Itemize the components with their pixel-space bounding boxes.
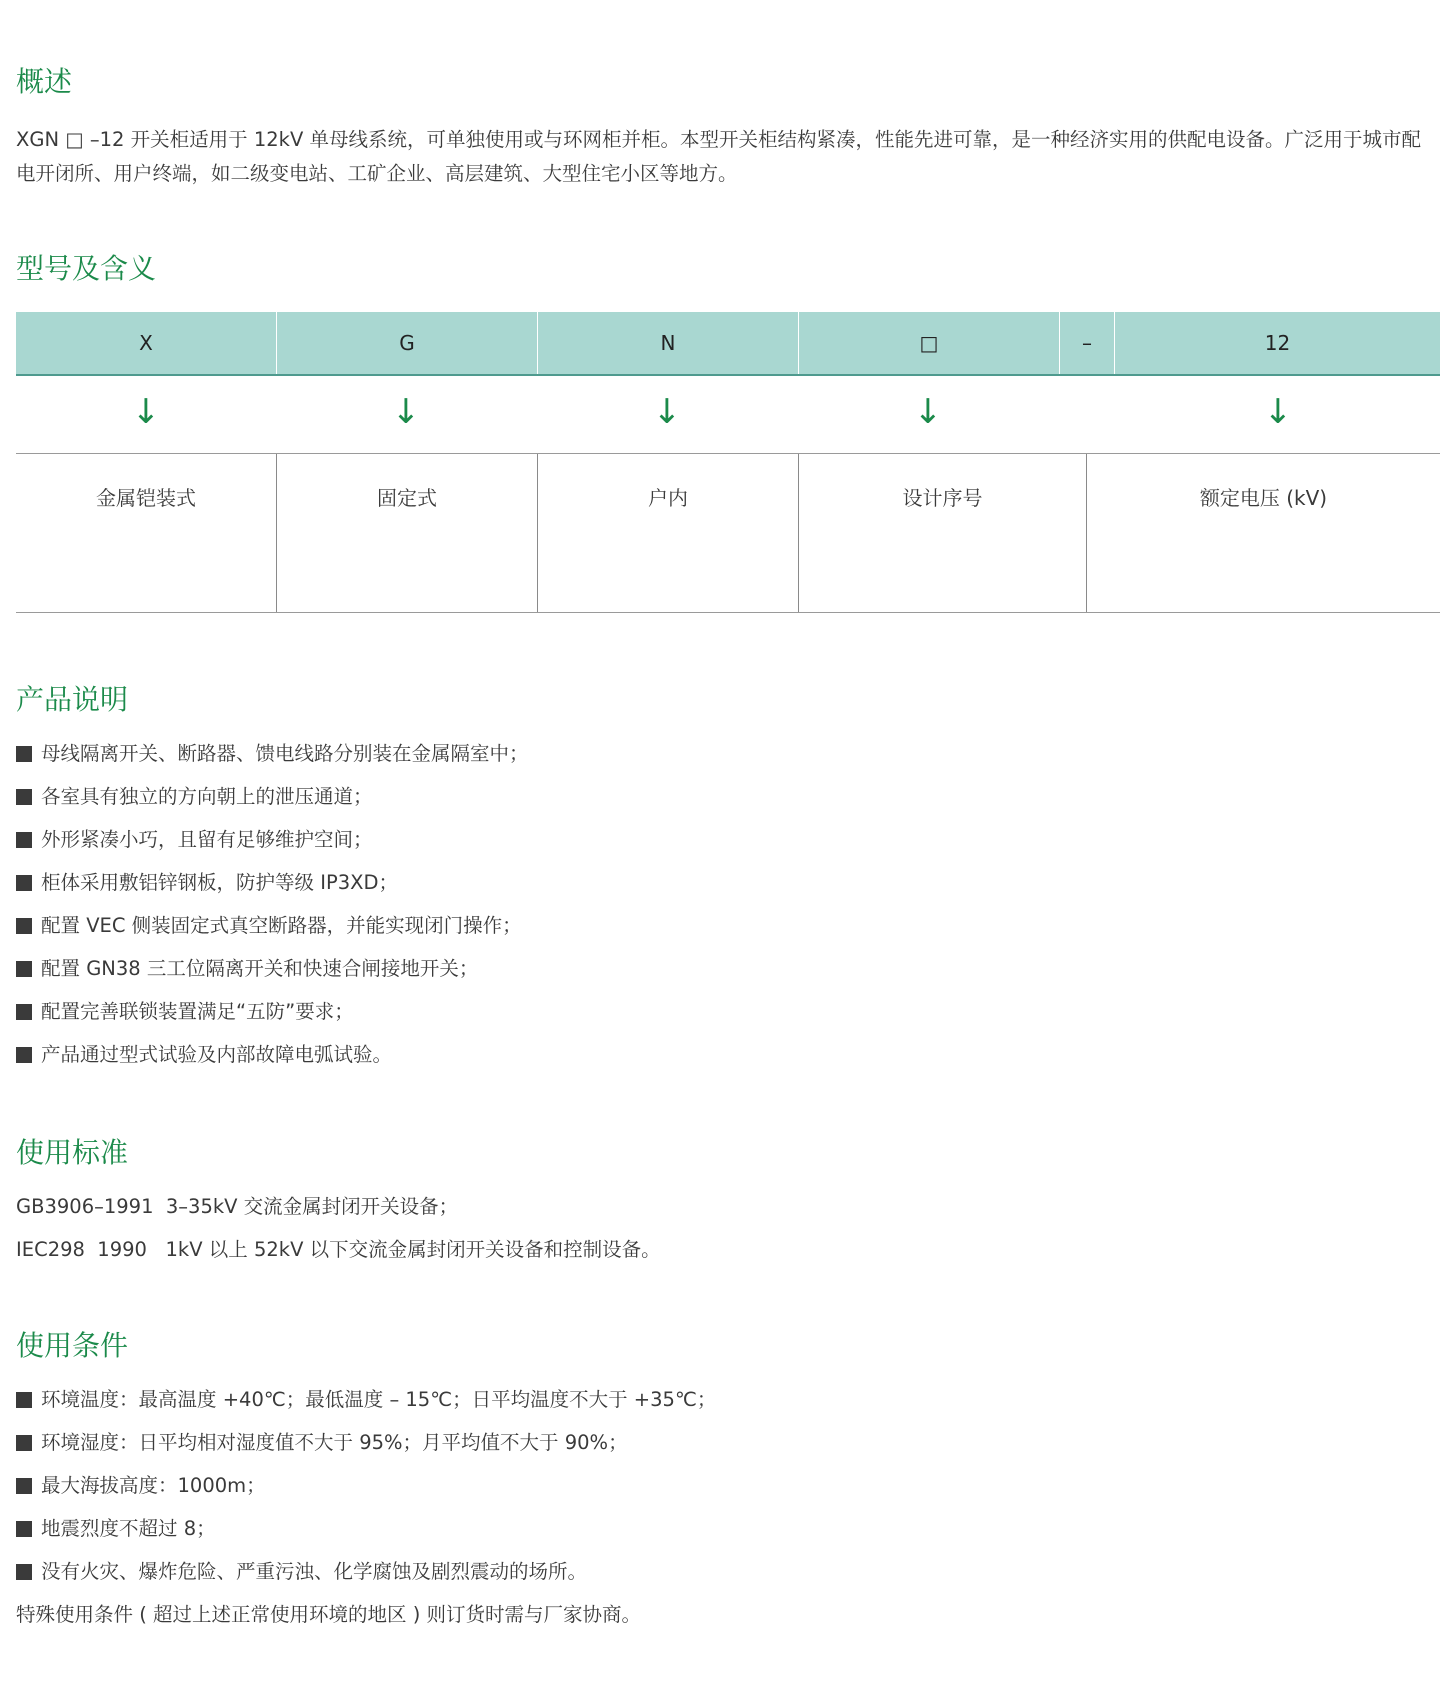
model-code-design: □ [919,331,939,355]
square-bullet-icon [16,746,32,762]
overview-text: XGN □ –12 开关柜适用于 12kV 单母线系统，可单独使用或与环网柜并柜。本型开关柜结构紧凑，性能先进可靠，是一种经济实用的供配电设备。广泛用于城市配电开闭所、用户终端，如二级变电站、工矿企业、高层建筑、大型住宅小区等地方。 [16,128,1421,185]
list-item: 配置 VEC 侧装固定式真空断路器，并能实现闭门操作； [16,913,522,939]
standards-heading: 使用标准 [16,1136,129,1169]
model-code-x: X [139,331,153,355]
square-bullet-icon [16,875,32,891]
square-bullet-icon [16,918,32,934]
meaning-fixed: 固定式 [377,486,437,510]
arrow-down-icon: ↓ [391,392,421,432]
list-item: 没有火灾、爆炸危险、严重污浊、化学腐蚀及剧烈震动的场所。 [16,1559,587,1585]
list-item: 环境湿度：日平均相对湿度值不大于 95%；月平均值不大于 90%； [16,1430,628,1456]
conditions-note: 特殊使用条件 ( 超过上述正常使用环境的地区 ) 则订货时需与厂家协商。 [16,1603,642,1626]
arrow-down-icon: ↓ [131,392,161,432]
square-bullet-icon [16,1521,32,1537]
square-bullet-icon [16,1564,32,1580]
square-bullet-icon [16,1004,32,1020]
meaning-rated-voltage: 额定电压 (kV) [1199,486,1328,510]
list-item: 地震烈度不超过 8； [16,1516,216,1542]
list-item: 各室具有独立的方向朝上的泄压通道； [16,784,373,810]
model-code-dash: – [1082,331,1092,355]
square-bullet-icon [16,1392,32,1408]
list-item: 配置完善联锁装置满足“五防”要求； [16,999,354,1025]
model-code-g: G [399,331,415,355]
list-item: 外形紧凑小巧，且留有足够维护空间； [16,827,373,853]
model-code-voltage: 12 [1264,331,1291,355]
list-item: 产品通过型式试验及内部故障电弧试验。 [16,1042,392,1068]
standard-item: IEC298 1990 1kV 以上 52kV 以下交流金属封闭开关设备和控制设备。 [16,1238,661,1261]
square-bullet-icon [16,1435,32,1451]
product-heading: 产品说明 [16,683,129,716]
standard-item: GB3906–1991 3–35kV 交流金属封闭开关设备； [16,1195,459,1218]
model-code-n: N [660,331,676,355]
square-bullet-icon [16,832,32,848]
conditions-heading: 使用条件 [16,1329,129,1362]
square-bullet-icon [16,1478,32,1494]
list-item: 配置 GN38 三工位隔离开关和快速合闸接地开关； [16,956,478,982]
arrow-down-icon: ↓ [1263,392,1293,432]
meaning-design-serial: 设计序号 [902,486,983,510]
model-meaning-row [16,453,1440,613]
meaning-indoor: 户内 [648,486,688,510]
arrow-down-icon: ↓ [913,392,943,432]
square-bullet-icon [16,1047,32,1063]
meaning-metal-clad: 金属铠装式 [96,486,196,510]
list-item: 母线隔离开关、断路器、馈电线路分别装在金属隔室中； [16,741,529,767]
model-heading: 型号及含义 [16,252,157,285]
list-item: 环境温度：最高温度 +40℃；最低温度 – 15℃；日平均温度不大于 +35℃； [16,1387,716,1413]
model-code-bar [16,312,1440,376]
list-item: 最大海拔高度：1000m； [16,1473,266,1499]
list-item: 柜体采用敷铝锌钢板，防护等级 IP3XD； [16,870,398,896]
square-bullet-icon [16,789,32,805]
arrow-down-icon: ↓ [652,392,682,432]
square-bullet-icon [16,961,32,977]
overview-heading: 概述 [16,65,73,98]
